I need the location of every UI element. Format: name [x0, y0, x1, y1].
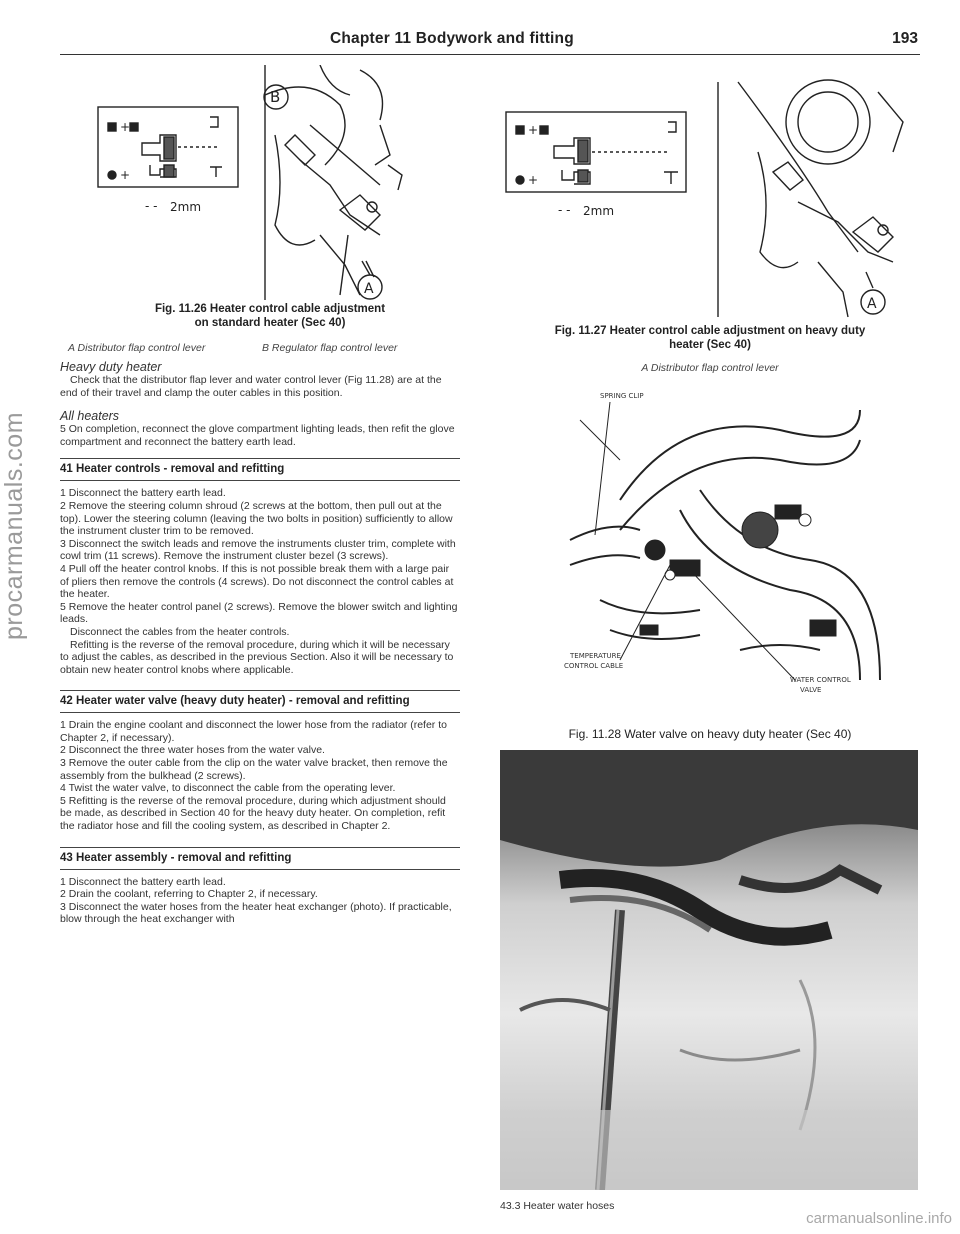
- section-42-body: [60, 719, 460, 832]
- fig-11-27-caption-line1: Fig. 11.27 Heater control cable adjustment on heavy duty: [554, 325, 866, 337]
- sec41-para: 2 Remove the steering column shroud (2 screws at the bottom, then pull out at the top). Lower the steering column (leaving the two bolts in position) sufficiently to allow the instrument cluster trim to be removed.: [60, 499, 453, 538]
- dim-label: 2mm: [170, 200, 202, 214]
- section-42-heading: 42 Heater water valve (heavy duty heater) - removal and refitting: [60, 690, 460, 713]
- section-41-heading: 41 Heater controls - removal and refitting: [60, 458, 460, 481]
- fig-11-28-diagram: [560, 390, 890, 695]
- sec42-para: 2 Disconnect the three water hoses from the water valve.: [60, 744, 325, 757]
- fig-11-26-drawing: [90, 65, 410, 300]
- photo-43-3-image: [500, 750, 918, 1190]
- dim-label: 2mm: [583, 204, 615, 218]
- side-watermark-text: procarmanuals.com: [0, 411, 28, 640]
- sec41-para: 5 Remove the heater control panel (2 screws). Remove the blower switch and lighting leads.: [60, 600, 458, 626]
- bottom-watermark: carmanualsonline.info: [806, 1210, 952, 1227]
- fig-11-27-caption: [500, 324, 920, 352]
- fig-11-26-key-a: A Distributor flap control lever: [68, 342, 206, 354]
- fig-11-26-caption-line1: Fig. 11.26 Heater control cable adjustment: [154, 303, 386, 315]
- all-heaters-text: 5 On completion, reconnect the glove compartment lighting leads, then refit the glove compartment and reconnect the battery earth lead.: [60, 423, 455, 448]
- temp-cable-label-2: CONTROL CABLE: [564, 662, 624, 670]
- fig-11-26-caption: [100, 302, 440, 330]
- fig-11-26-caption-line2: on standard heater (Sec 40): [194, 317, 346, 329]
- fig-11-28-drawing: [560, 390, 890, 695]
- fig-11-27-drawing: [498, 62, 918, 327]
- label-a: A: [867, 296, 877, 312]
- sec42-para: 5 Refitting is the reverse of the removal procedure, during which adjustment should be made, as described in Section 40 for the heavy duty heater. On completion, refit the radiator hose and fill the cooling system, as described in Chapter 2.: [60, 794, 446, 833]
- sec43-para: 1 Disconnect the battery earth lead.: [60, 875, 226, 888]
- sec42-para: 4 Twist the water valve, to disconnect the cable from the operating lever.: [60, 782, 396, 795]
- fig-11-27-caption-line2: heater (Sec 40): [669, 339, 751, 351]
- fig-11-27-diagram: [498, 62, 918, 327]
- sec43-para: 3 Disconnect the water hoses from the heater heat exchanger (photo). If practicable, blow through the heat exchanger with: [60, 900, 452, 926]
- page-number: 193: [892, 30, 918, 47]
- water-valve-label-1: WATER CONTROL: [790, 676, 851, 684]
- sec41-para: Refitting is the reverse of the removal procedure, during which it will be necessary to adjust the cables, as described in the previous Section. Also it will be necessary to obtain new heater control knobs where applicable.: [60, 638, 454, 676]
- page-header: [60, 18, 920, 55]
- all-heaters-heading: All heaters: [60, 409, 120, 424]
- sec41-para: Disconnect the cables from the heater controls.: [70, 625, 290, 638]
- svg-text:+: +: [528, 123, 539, 137]
- fig-11-27-key-a: A Distributor flap control lever: [641, 362, 779, 374]
- label-b: B: [270, 88, 281, 106]
- section-41-body: [60, 487, 460, 676]
- heavy-duty-heading: Heavy duty heater: [60, 360, 162, 374]
- section-43-heading: 43 Heater assembly - removal and refitting: [60, 847, 460, 870]
- fig-11-26-diagram: [90, 65, 410, 300]
- heavy-duty-text: Check that the distributor flap lever and water control lever (Fig 11.28) are at the end of their travel and clamp the outer cables in this position.: [60, 374, 442, 399]
- chapter-title: Chapter 11 Bodywork and fitting: [330, 30, 574, 47]
- svg-text:+: +: [120, 120, 131, 134]
- sec42-para: 3 Remove the outer cable from the clip on the water valve bracket, then remove the assembly from the bulkhead (2 screws).: [60, 757, 448, 782]
- svg-text:+: +: [528, 173, 539, 187]
- svg-text:+: +: [120, 168, 131, 182]
- sec43-para: 2 Drain the coolant, referring to Chapter 2, if necessary.: [60, 888, 318, 901]
- svg-text:- -: - -: [558, 203, 571, 217]
- temp-cable-label-1: TEMPERATURE: [570, 652, 621, 660]
- sec41-para: 1 Disconnect the battery earth lead.: [60, 487, 226, 500]
- side-watermark: [0, 0, 42, 1234]
- svg-text:- -: - -: [145, 199, 158, 213]
- photo-43-3-caption: 43.3 Heater water hoses: [500, 1200, 615, 1212]
- label-a: A: [364, 281, 374, 297]
- water-valve-label-2: VALVE: [800, 686, 822, 694]
- left-column: [60, 360, 460, 926]
- section-43-body: [60, 876, 460, 926]
- sec41-para: 3 Disconnect the switch leads and remove the instruments cluster trim, complete with cowl trim (11 screws). Remove the instrument cluster bezel (3 screws).: [60, 537, 456, 563]
- fig-11-28-caption: Fig. 11.28 Water valve on heavy duty heater (Sec 40): [568, 727, 852, 741]
- photo-43-3: [500, 750, 918, 1190]
- sec42-para: 1 Drain the engine coolant and disconnect the lower hose from the radiator (refer to Chapter 2, if necessary).: [60, 719, 447, 744]
- fig-11-26-key-b: B Regulator flap control lever: [262, 342, 398, 354]
- spring-clip-label: SPRING CLIP: [600, 392, 644, 400]
- sec41-para: 4 Pull off the heater control knobs. If this is not possible break them with a large pair of pliers then remove the controls (4 screws). Do not disconnect the control cables at the heater.: [60, 562, 454, 601]
